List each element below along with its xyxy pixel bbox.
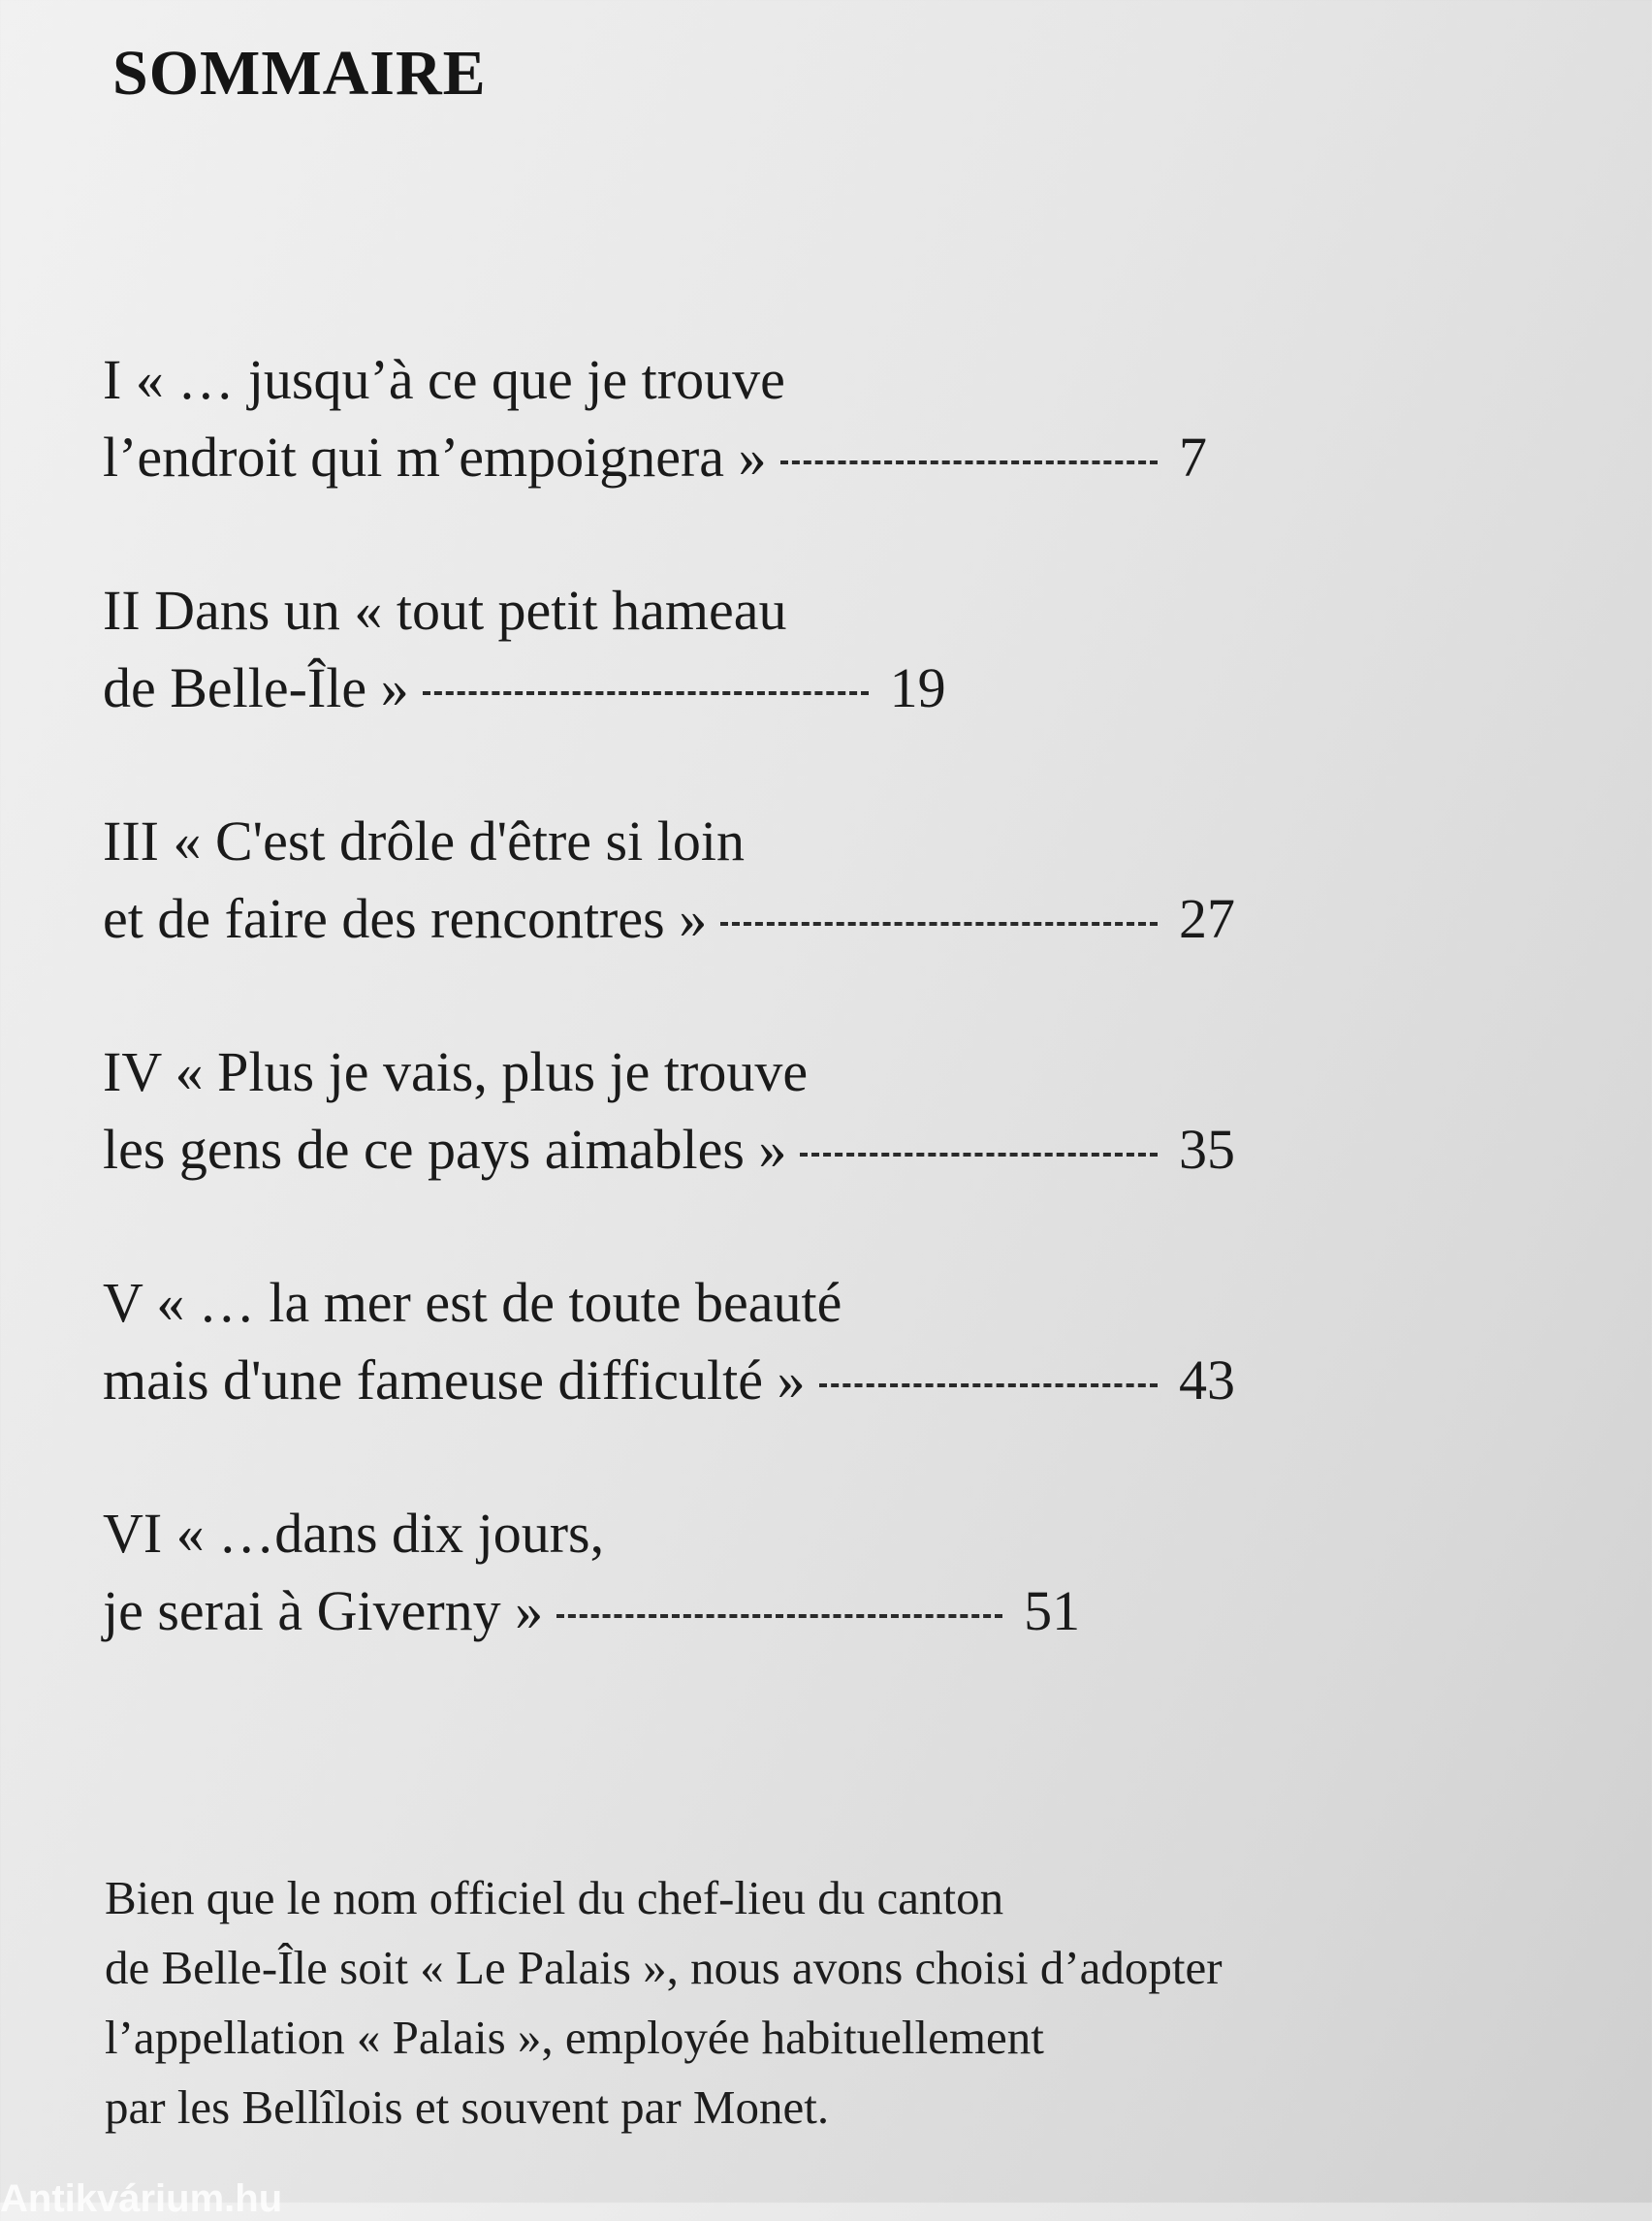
- dot-leader: [720, 922, 1158, 926]
- toc-entry-title-line2: mais d'une fameuse difficulté »: [103, 1348, 806, 1412]
- toc-entry-3: [103, 803, 1295, 1033]
- table-of-contents: [103, 341, 1295, 1726]
- dot-leader: [780, 460, 1158, 464]
- toc-page-number: 43: [1179, 1348, 1235, 1412]
- toc-entry-title-line2: et de faire des rencontres »: [103, 887, 708, 950]
- dot-leader: [423, 691, 869, 695]
- toc-page-number: 27: [1179, 887, 1235, 950]
- toc-entry-title-line1: IV « Plus je vais, plus je trouve: [103, 1040, 809, 1103]
- toc-entry-title-line1: VI « …dans dix jours,: [103, 1502, 605, 1565]
- toc-entry-2: [103, 572, 1295, 803]
- toc-entry-4: [103, 1033, 1295, 1264]
- toc-entry-title-line1: V « … la mer est de toute beauté: [103, 1271, 842, 1334]
- footnote-line: par les Bellîlois et souvent par Monet.: [105, 2080, 830, 2134]
- toc-entry-6: [103, 1495, 1295, 1726]
- footnote: [105, 1863, 1481, 2142]
- watermark: Antikvárium.hu: [0, 2177, 283, 2220]
- toc-entry-1: [103, 341, 1295, 572]
- dot-leader: [819, 1383, 1159, 1387]
- toc-entry-5: [103, 1264, 1295, 1495]
- footnote-line: l’appellation « Palais », employée habituellement: [105, 2011, 1044, 2064]
- toc-page-number: 19: [889, 656, 946, 719]
- toc-entry-title-line2: je serai à Giverny »: [103, 1579, 544, 1642]
- dot-leader: [800, 1153, 1158, 1157]
- page-title: SOMMAIRE: [112, 38, 487, 109]
- toc-entry-title-line2: l’endroit qui m’empoignera »: [103, 426, 767, 489]
- footnote-line: Bien que le nom officiel du chef-lieu du canton: [105, 1871, 1004, 1924]
- toc-page-number: 35: [1179, 1118, 1235, 1181]
- dot-leader: [556, 1614, 1002, 1618]
- toc-entry-title-line1: III « C'est drôle d'être si loin: [103, 809, 745, 873]
- toc-entry-title-line1: II Dans un « tout petit hameau: [103, 579, 787, 642]
- toc-page-number: 7: [1179, 426, 1207, 489]
- toc-entry-title-line1: I « … jusqu’à ce que je trouve: [103, 348, 785, 411]
- toc-page-number: 51: [1024, 1579, 1081, 1642]
- toc-entry-title-line2: les gens de ce pays aimables »: [103, 1118, 787, 1181]
- toc-entry-title-line2: de Belle-Île »: [103, 656, 409, 719]
- footnote-line: de Belle-Île soit « Le Palais », nous avons choisi d’adopter: [105, 1941, 1223, 1994]
